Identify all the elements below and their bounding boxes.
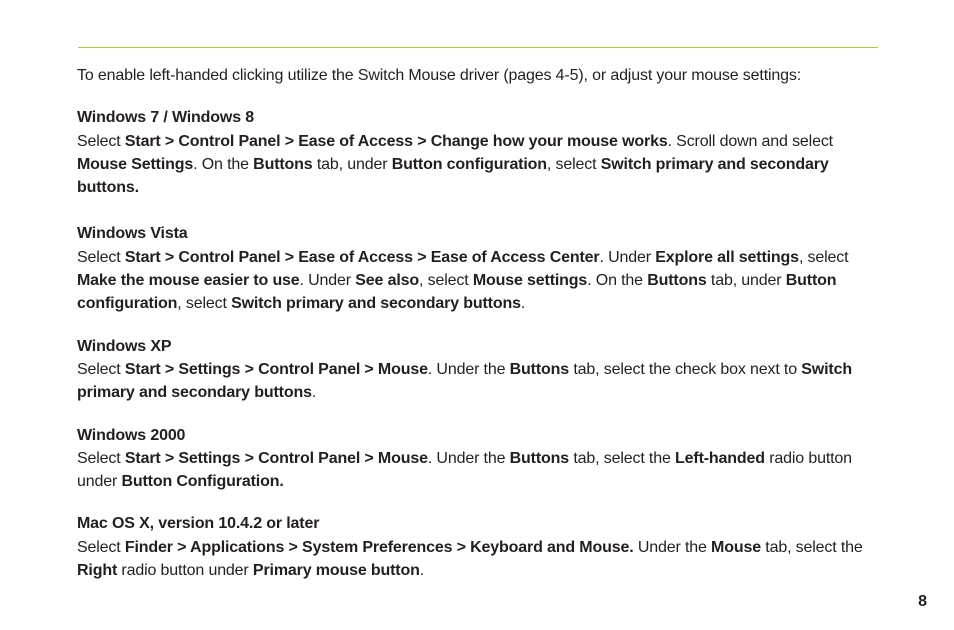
top-divider-rule <box>78 47 878 48</box>
section-heading: Windows 7 / Windows 8 <box>77 109 255 127</box>
section-heading: Windows Vista <box>77 225 188 243</box>
section-instructions: Select Start > Control Panel > Ease of Access > Ease of Access Center. Under Explore all settings, select Make the mouse easier to use. Under See also, select Mouse settings. On the Buttons tab, under Button configuration, select Switch primary and secondary buttons. <box>77 248 849 313</box>
section-mac-os-x <box>77 512 877 582</box>
intro-paragraph: To enable left-handed clicking utilize the Switch Mouse driver (pages 4-5), or adjust your mouse settings: <box>77 67 802 84</box>
document-body <box>77 64 877 601</box>
section-heading: Windows XP <box>77 337 172 355</box>
section-instructions: Select Start > Settings > Control Panel > Mouse. Under the Buttons tab, select the Left-handed radio button under Button Configuration. <box>77 449 852 491</box>
section-windows-7-8 <box>77 106 877 199</box>
section-instructions: Select Start > Settings > Control Panel > Mouse. Under the Buttons tab, select the check box next to Switch primary and secondary buttons. <box>77 360 852 402</box>
page-number: 8 <box>918 593 927 610</box>
section-heading: Mac OS X, version 10.4.2 or later <box>77 515 320 533</box>
section-instructions: Select Start > Control Panel > Ease of Access > Change how your mouse works. Scroll down and select Mouse Settings. On the Buttons tab, under Button configuration, select Switch primary and secondary buttons. <box>77 132 833 197</box>
section-instructions: Select Finder > Applications > System Preferences > Keyboard and Mouse. Under the Mouse tab, select the Right radio button under Primary mouse button. <box>77 538 863 580</box>
section-windows-2000 <box>77 424 877 494</box>
section-windows-vista <box>77 222 877 315</box>
section-heading: Windows 2000 <box>77 426 186 444</box>
section-windows-xp <box>77 335 877 405</box>
